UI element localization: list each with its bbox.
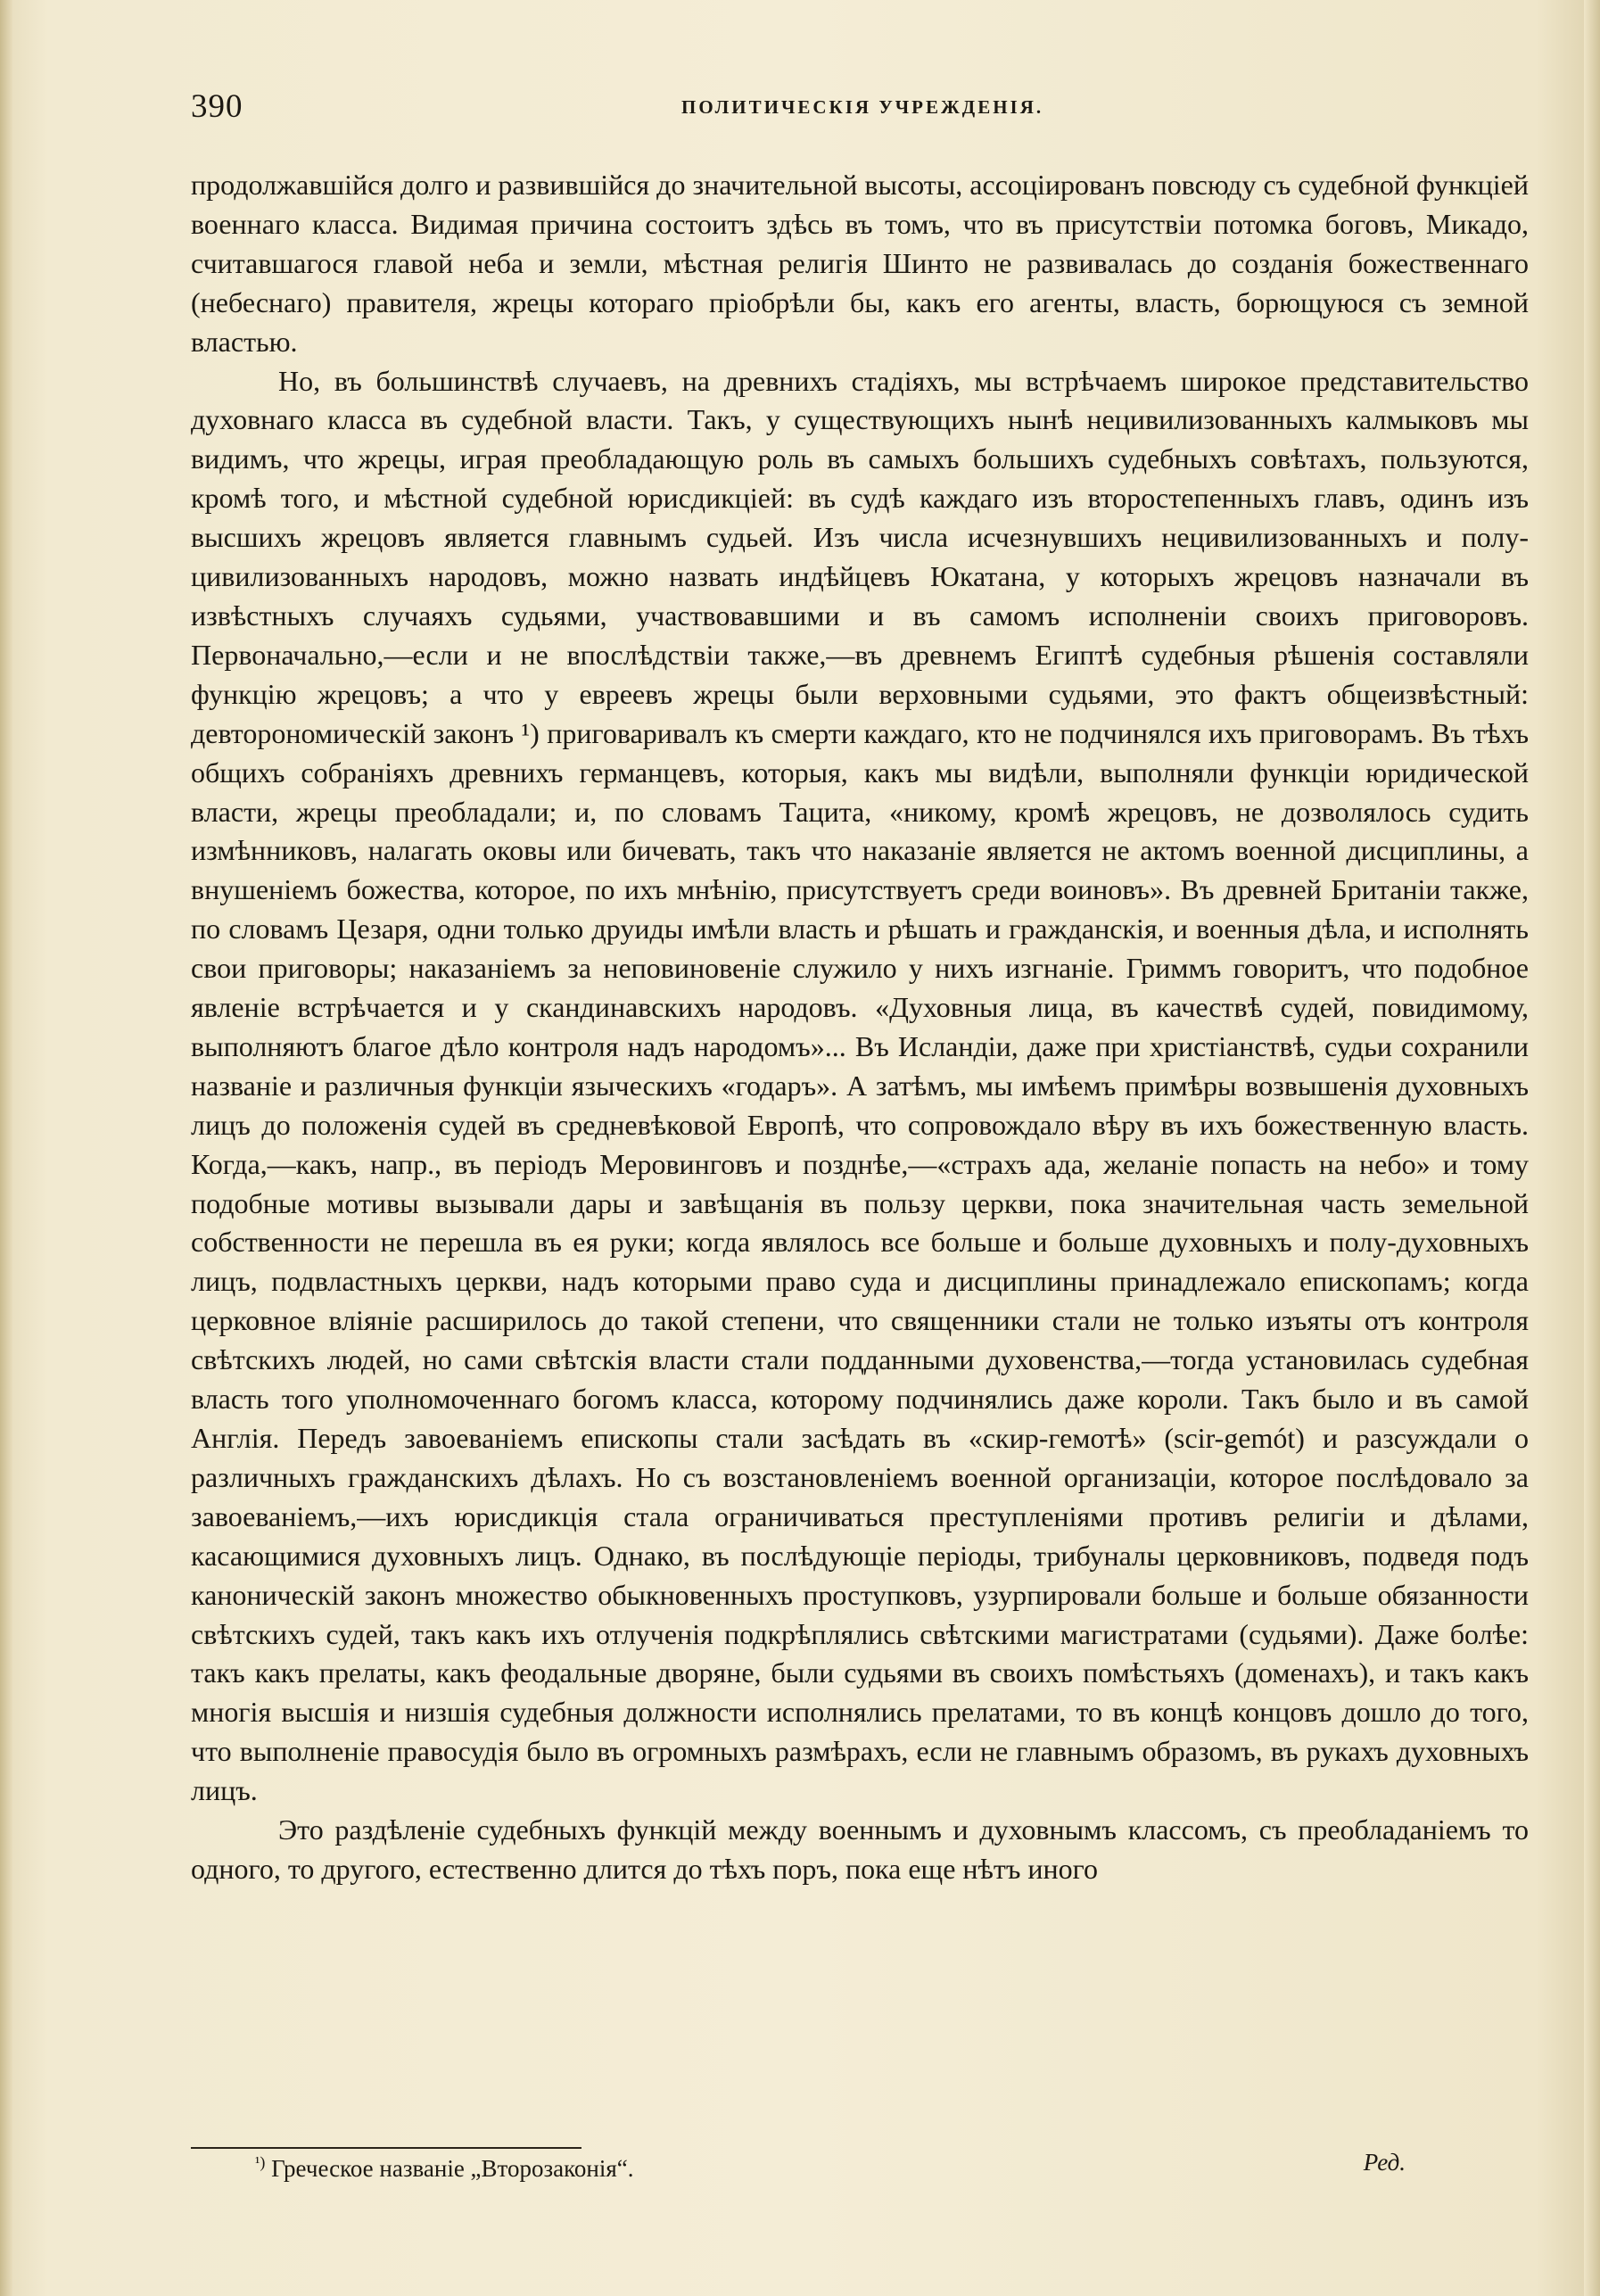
paragraph: Но, въ большинствѣ случаевъ, на древнихъ стадіяхъ, мы встрѣчаемъ широкое представительство духовнаго класса въ судебной власти. Такъ, у существующихъ нынѣ нецивилизованныхъ калмыковъ мы видимъ, что жрецы, играя преобладающую роль въ самыхъ большихъ судебныхъ совѣтахъ, пользуются, кромѣ того, и мѣстной судебной юрисдикціей: въ судѣ каждаго изъ второстепенныхъ главъ, одинъ изъ высшихъ жрецовъ является главнымъ судьей. Изъ числа исчезнувшихъ нецивилизованныхъ и полу-цивилизованныхъ народовъ, можно назвать индѣйцевъ Юкатана, у которыхъ жрецовъ назначали въ извѣстныхъ случаяхъ судьями, участвовавшими и въ самомъ исполненіи своихъ приговоровъ. Первоначально,—если и не впослѣдствіи также,—въ древнемъ Египтѣ судебныя рѣшенія составляли функцію жрецовъ; а что у евреевъ жрецы были верховными судьями, это фактъ общеизвѣстный: девторономическій законъ ¹) приговаривалъ къ смерти каждаго, кто не подчинялся ихъ приговорамъ. Въ тѣхъ общихъ собраніяхъ древнихъ германцевъ, которыя, какъ мы видѣли, выполняли функціи юридической власти, жрецы преобладали; и, по словамъ Тацита, «никому, кромѣ жрецовъ, не дозволялось судить измѣнниковъ, налагать оковы или бичевать, такъ что наказаніе является не актомъ военной дисциплины, а внушеніемъ божества, которое, по ихъ мнѣнію, присутствуетъ среди воиновъ». Въ древней Британіи также, по словамъ Цезаря, одни только друиды имѣли власть и рѣшать и гражданскія, и военныя дѣла, и исполнять свои приговоры; наказаніемъ за неповиновеніе служило у нихъ изгнаніе. Гриммъ говоритъ, что подобное явленіе встрѣчается и у скандинавскихъ народовъ. «Духовныя лица, въ качествѣ судей, повидимому, выполняютъ благое дѣло контроля надъ народомъ»... Въ Исландіи, даже при христіанствѣ, судьи сохранили названіе и различныя функціи языческихъ «годаръ». А затѣмъ, мы имѣемъ примѣры возвышенія духовныхъ лицъ до положенія судей въ средневѣковой Европѣ, что сопровождало вѣру въ ихъ божественную власть. Когда,—какъ, напр., въ періодъ Меровинговъ и позднѣе,—«страхъ ада, желаніе попасть на небо» и тому подобные мотивы вызывали дары и завѣщанія въ пользу церкви, пока значительная часть земельной собственности не перешла въ ея руки; когда являлось все больше и больше духовныхъ и полу-духовныхъ лицъ, подвластныхъ церкви, надъ которыми право суда и дисциплины принадлежало епископамъ; когда церковное вліяніе расширилось до такой степени, что священники стали не только изъяты отъ контроля свѣтскихъ людей, но сами свѣтскія власти стали подданными духовенства,—тогда установилась судебная власть того уполномоченнаго богомъ класса, которому подчинялись даже короли. Такъ было и въ самой Англія. Передъ завоеваніемъ епископы стали засѣдать въ «скир-гемотѣ» (scir-gemót) и разсуждали о различныхъ гражданскихъ дѣлахъ. Но съ возстановленіемъ военной организаціи, которое послѣдовало за завоеваніемъ,—ихъ юрисдикція стала ограничиваться преступленіями противъ религіи и дѣлами, касающимися духовныхъ лицъ. Однако, въ послѣдующіе періоды, трибуналы церковниковъ, подведя подъ каноническій законъ множество обыкновенныхъ проступковъ, узурпировали больше и больше обязанности свѣтскихъ судей, такъ какъ ихъ отлученія подкрѣплялись свѣтскими магистратами (судьями). Даже болѣе: такъ какъ прелаты, какъ феодальные дворяне, были судьями въ своихъ помѣстьяхъ (доменахъ), и такъ какъ многія высшія и низшія судебныя должности исполнялись прелатами, то въ концѣ концовъ дошло до того, что выполненіе правосудія было въ огромныхъ размѣрахъ, если не главнымъ образомъ, въ рукахъ духовныхъ лицъ. xyxy=(191,364,1529,1807)
footnote-marker: ¹) xyxy=(255,2153,266,2171)
footnote xyxy=(255,2144,1406,2186)
footnote-signature: Ред. xyxy=(1363,2149,1406,2176)
page-left-edge xyxy=(0,0,12,2296)
paragraph: продолжавшійся долго и развившійся до значительной высоты, ассоціированъ повсюду съ судебной функціей военнаго класса. Видимая причина состоитъ здѣсь въ томъ, что въ присутствіи потомка боговъ, Микадо, считавшагося главой неба и земли, мѣстная религія Шинто не развивалась до созданія божественнаго (небеснаго) правителя, жрецы котораго пріобрѣли бы, какъ его агенты, власть, борющуюся съ земной властью. xyxy=(191,169,1529,358)
page-header xyxy=(191,87,1529,132)
paragraph: Это раздѣленіе судебныхъ функцій между военнымъ и духовнымъ классомъ, съ преобладаніемъ то одного, то другого, естественно длится до тѣхъ поръ, пока еще нѣтъ иного xyxy=(191,1813,1529,1885)
footnote-text: Греческое названіе „Второзаконія“. xyxy=(271,2155,634,2182)
page-right-edge xyxy=(1584,0,1600,2296)
running-title: ПОЛИТИЧЕСКІЯ УЧРЕЖДЕНІЯ. xyxy=(681,96,1044,118)
body-text xyxy=(191,166,1529,1889)
page-number: 390 xyxy=(191,88,243,125)
